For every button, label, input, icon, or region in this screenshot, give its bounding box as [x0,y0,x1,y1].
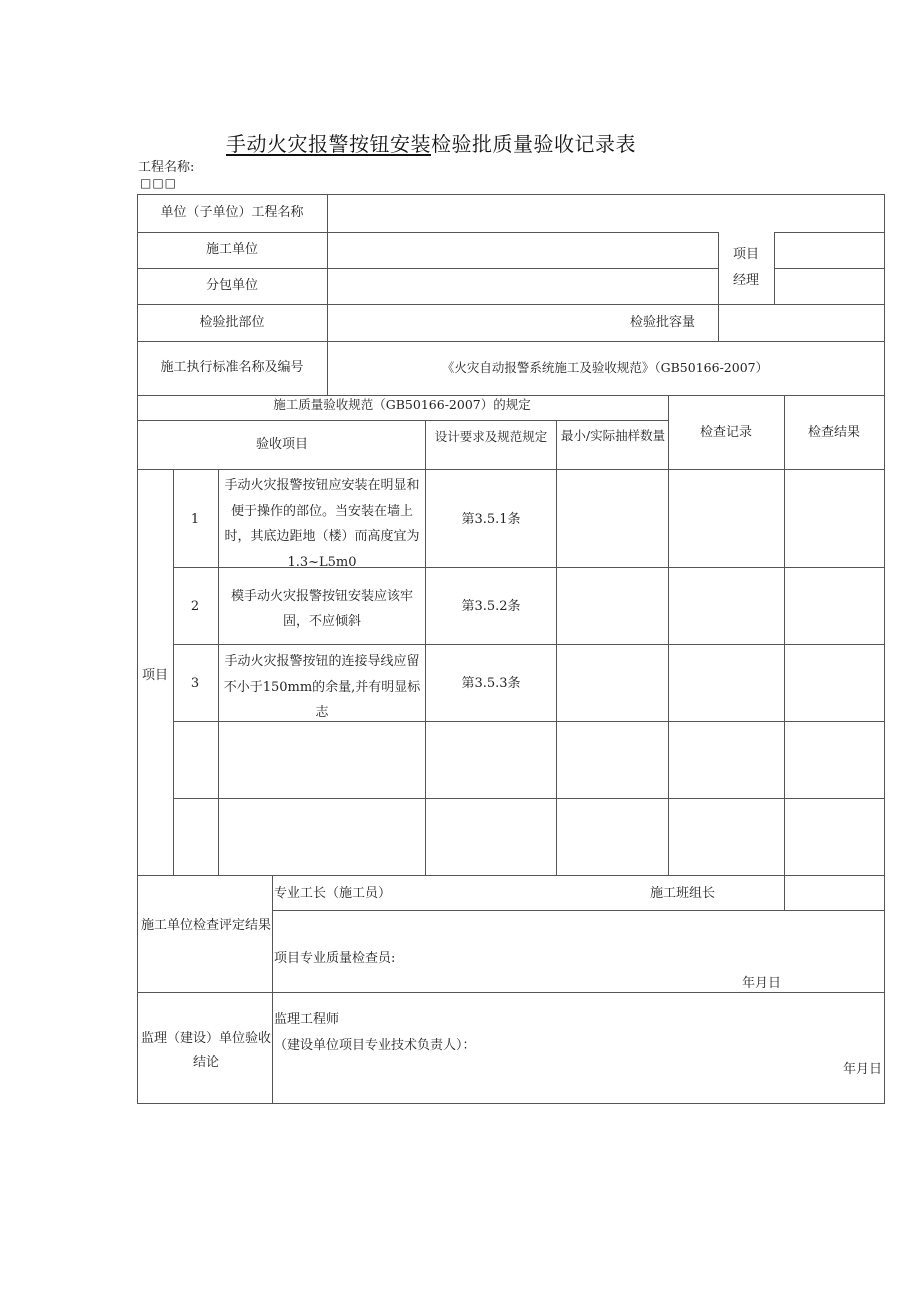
item-clause: 第3.5.3条 [461,676,521,691]
item-description: 模手动火灾报警按钮安装应该牢固，不应倾斜 [230,589,413,629]
item-number: 3 [190,676,200,691]
supervision-label: 监理（建设）单位验收结论 [141,1031,272,1070]
construction-unit-label: 施工单位 [205,242,259,257]
spec-header: 施工质量验收规范（GB50166-2007）的规定 [273,397,531,412]
inspection-part-label: 检验批部位 [199,315,265,330]
supervision-engineer-label: 监理工程师 [274,1012,340,1027]
subcontract-unit-label: 分包单位 [205,278,259,293]
title-rest: 检验批质量验收记录表 [431,132,636,156]
design-requirement-header: 设计要求及规范规定 [434,429,548,444]
construction-eval-label: 施工单位检查评定结果 [141,918,272,933]
project-manager-label-1: 项目 [732,247,760,262]
check-result-header: 检查结果 [807,425,861,440]
title-underlined-part: 手动火灾报警按钮安装 [226,132,431,156]
item-description: 手动火灾报警按钮的连接导线应留不小于150mm的余量,并有明显标志 [223,654,421,720]
standard-label: 施工执行标准名称及编号 [160,360,304,375]
group-label: 项目 [141,668,169,683]
sample-qty-header: 最小/实际抽样数量 [560,428,666,443]
project-manager-label-2: 经理 [732,273,760,288]
project-name-label: 工程名称: [138,160,195,175]
inspection-capacity-label: 检验批容量 [630,315,696,330]
item-clause: 第3.5.1条 [461,512,521,527]
item-number: 2 [190,599,200,614]
tech-lead-label: （建设单位项目专业技术负责人）： [274,1038,476,1053]
item-number: 1 [190,512,200,527]
supervision-date-label: 年月日 [843,1062,883,1077]
team-leader-label: 施工班组长 [650,886,716,901]
standard-value: 《火灾自动报警系统施工及验收规范》（GB50166-2007） [441,360,769,375]
foreman-label: 专业工长（施工员） [274,886,392,901]
item-clause: 第3.5.2条 [461,599,521,614]
project-name-value: □□□ [140,176,178,190]
unit-project-name-label: 单位（子单位）工程名称 [160,205,304,220]
page-title [226,128,636,157]
qc-inspector-label: 项目专业质量检查员: [274,951,396,966]
item-description: 手动火灾报警按钮应安装在明显和便于操作的部位。当安装在墙上时，其底边距地（楼）而高度宜为1.3~L5m0 [224,478,420,570]
acceptance-item-header: 验收项目 [255,437,309,452]
construction-date-label: 年月日 [742,976,782,991]
check-record-header: 检查记录 [699,425,753,440]
